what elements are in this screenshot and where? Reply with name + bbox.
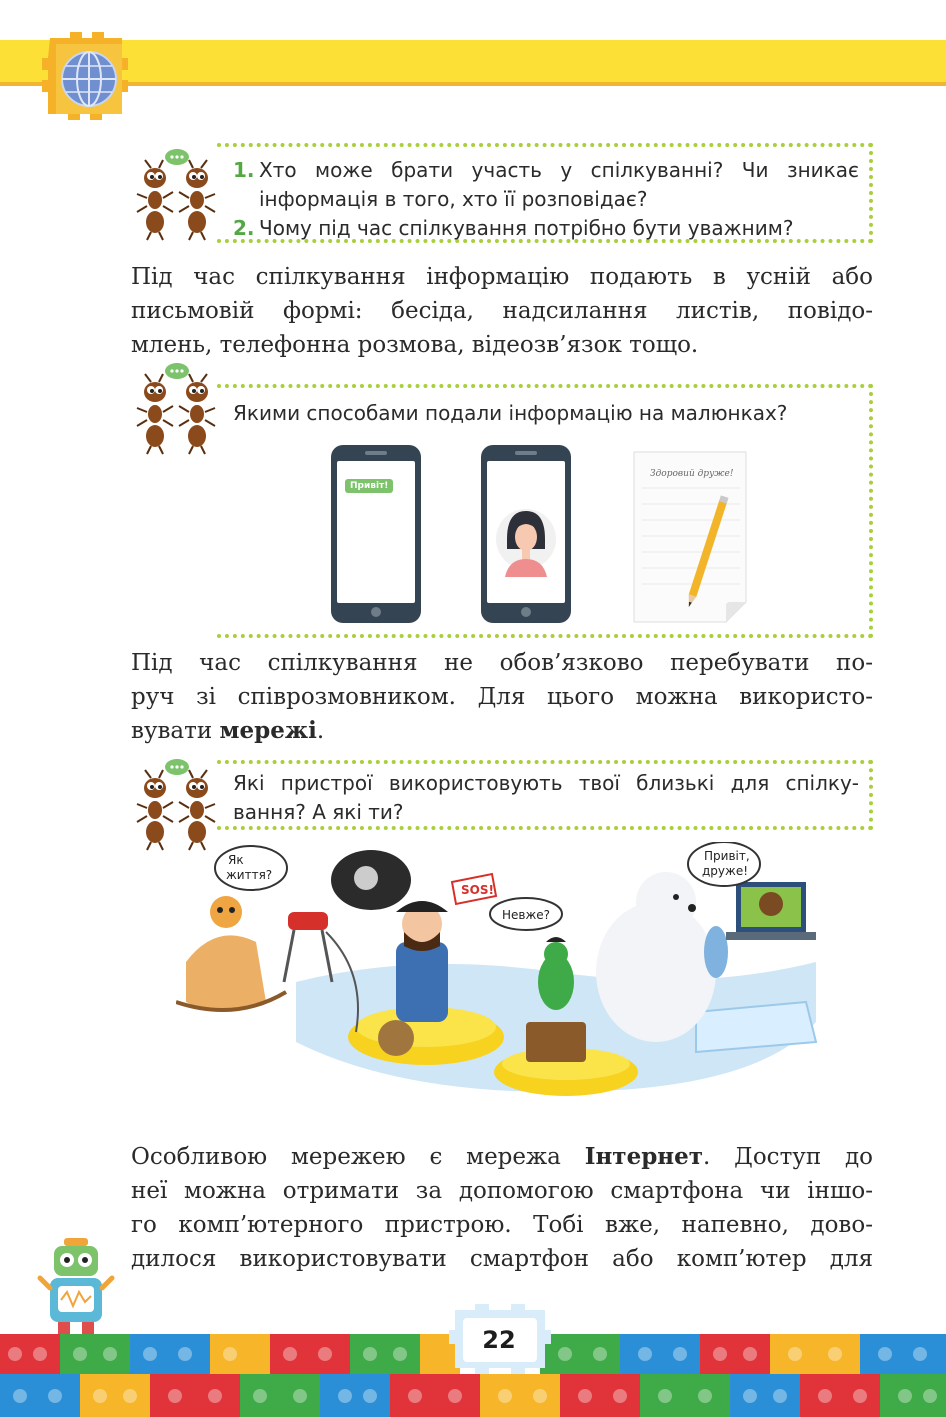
bubble-bear-text: друже!	[702, 864, 749, 878]
question-text: Хто може брати участь у спілкуванні? Чи зникає	[259, 158, 859, 182]
text-fragment: . Доступ до	[703, 1144, 873, 1170]
woman-avatar-icon	[487, 461, 565, 603]
question-text: Які пристрої використовують твої близькі для спілку-	[233, 771, 859, 795]
text-fragment: Особливою мережею є мережа	[131, 1144, 585, 1170]
communication-scene-illustration	[176, 842, 826, 1112]
phone-home-button	[521, 607, 531, 617]
question-text: Чому під час спілкування потрібно бути уважним?	[259, 216, 794, 240]
ants-mascot-icon	[133, 362, 219, 456]
text-line: Під час спілкування не обов’язково перебувати по-	[131, 650, 873, 676]
top-band-shadow	[0, 82, 946, 86]
phone-screen	[487, 461, 565, 603]
bubble-bear-text: Привіт,	[704, 849, 750, 863]
phone-home-button	[371, 607, 381, 617]
globe-icon	[40, 30, 132, 130]
question-1	[233, 156, 859, 214]
text-line: млень, телефонна розмова, відеозв’язок тощо.	[131, 332, 699, 358]
text-line: неї можна отримати за допомогою смартфона чи іншо-	[131, 1178, 873, 1204]
smartphone-chat-image	[331, 445, 421, 623]
text-line: дилося використовувати смартфон або комп’ютер для	[131, 1246, 873, 1272]
term-networks: мережі	[219, 717, 317, 744]
chat-bubble: Привіт!	[345, 479, 393, 493]
text-fragment: .	[316, 718, 325, 744]
question-text: вання? А які ти?	[233, 800, 404, 824]
robot-mascot-icon	[36, 1238, 116, 1338]
question-box-3	[217, 760, 873, 830]
page-number: 22	[482, 1326, 516, 1354]
question-number: 1.	[233, 158, 255, 182]
text-fragment: вувати	[131, 718, 220, 744]
phone-screen	[337, 461, 415, 603]
letter-with-pencil-image	[628, 448, 754, 624]
note-heading: Здоровий друже!	[650, 469, 734, 479]
text-line: письмовій формі: бесіда, надсилання листів, повідо-	[131, 298, 873, 324]
text-line	[131, 1140, 873, 1174]
text-line: Під час спілкування інформацію подають в усній або	[131, 264, 873, 290]
paragraph-3	[131, 1140, 873, 1276]
phone-speaker	[365, 451, 387, 455]
bubble-pirate-text: SOS!	[461, 883, 494, 897]
question-box-1	[217, 143, 873, 243]
paragraph-2	[131, 646, 873, 748]
text-line	[131, 714, 873, 748]
top-color-band	[0, 40, 946, 82]
question-number: 2.	[233, 216, 255, 240]
question-text: інформація в того, хто її розповідає?	[259, 187, 648, 211]
phone-speaker	[515, 451, 537, 455]
ants-mascot-icon	[133, 148, 219, 242]
text-line: руч зі співрозмовником. Для цього можна використо-	[131, 684, 873, 710]
bubble-cat-text: Як	[228, 853, 244, 867]
question-2	[233, 214, 859, 243]
text-line: го комп’ютерного пристрою. Тобі вже, напевно, дово-	[131, 1212, 873, 1238]
question-text: Якими способами подали інформацію на малюнках?	[233, 401, 788, 425]
term-internet: Інтернет	[584, 1143, 703, 1170]
paragraph-1	[131, 260, 873, 362]
bubble-parrot-text: Невже?	[502, 908, 551, 922]
ants-mascot-icon	[133, 758, 219, 852]
bubble-cat-text: життя?	[226, 868, 273, 882]
smartphone-video-call-image	[481, 445, 571, 623]
